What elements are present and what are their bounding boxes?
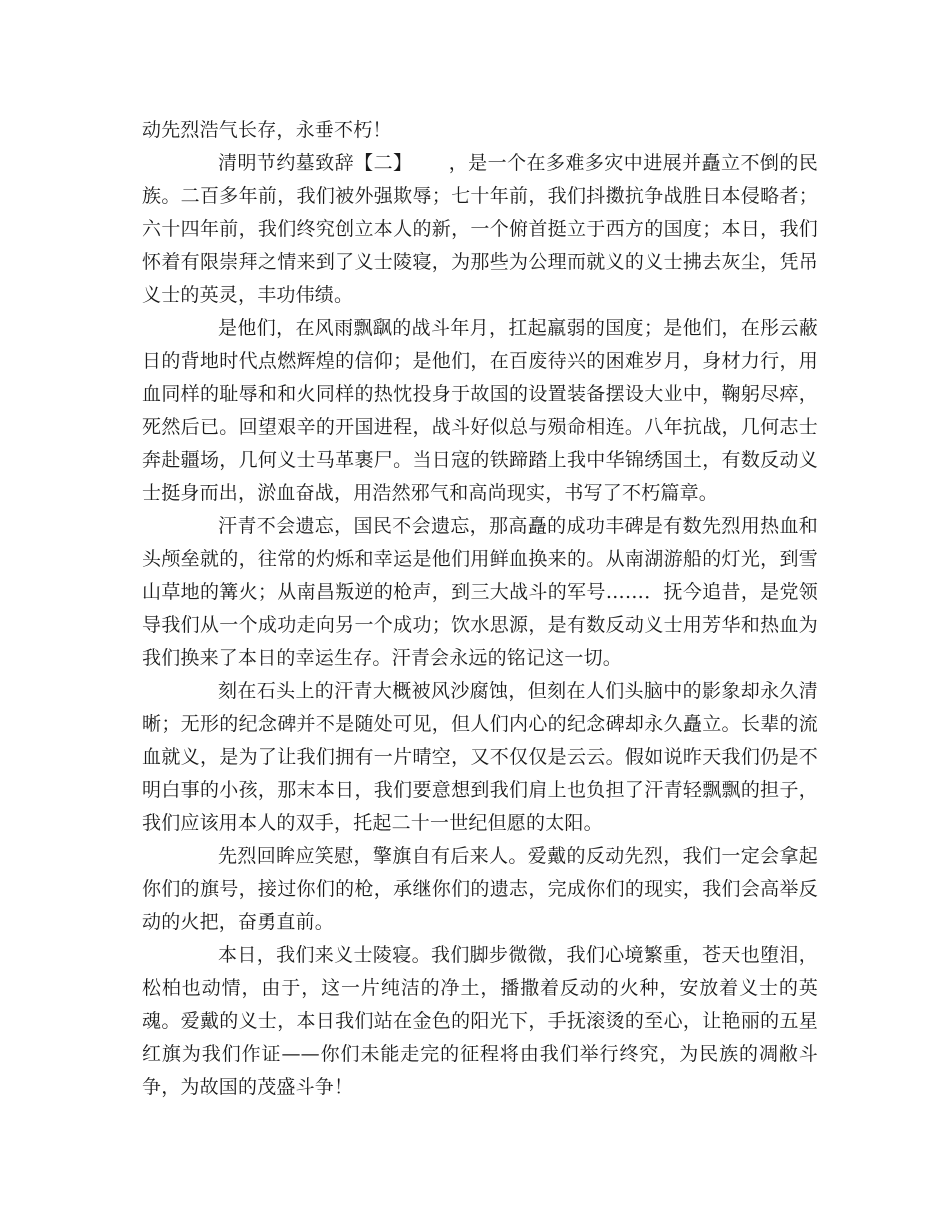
paragraph-2: 是他们，在风雨飘飖的战斗年月，扛起羸弱的国度；是他们，在彤云蔽日的背地时代点燃辉煌的信仰；是他们，在百废待兴的困难岁月，身材力行，用血同样的耻辱和和火同样的热忱投身于故国的设置装备摆设大业中，鞠躬尽瘁，死然后已。回望艰辛的开国进程，战斗好似总与殒命相连。八年抗战，几何志士奔赴疆场，几何义士马革裹尸。当日寇的铁蹄踏上我中华锦绣国土，有数反动义士挺身而出，淤血奋战，用浩然邪气和高尚现实，书写了不朽篇章。 <box>142 317 818 504</box>
paragraph-1-text: ，是一个在多难多灾中进展并矗立不倒的民族。二百多年前，我们被外强欺辱；七十年前，我们抖擞抗争战胜日本侵略者；六十四年前，我们终究创立本人的新，一个俯首挺立于西方的国度；本日，我们怀着有限崇拜之情来到了义士陵寝，为那些为公理而就义的义士拂去灰尘，凭吊义士的英灵，丰功伟绩。 <box>142 152 818 306</box>
paragraph-6: 本日，我们来义士陵寝。我们脚步微微，我们心境繁重，苍天也堕泪，松柏也动情，由于，这一片纯洁的净土，播撒着反动的火种，安放着义士的英魂。爱戴的义士，本日我们站在金色的阳光下，手抚滚烫的至心，让艳丽的五星红旗为我们作证——你们未能走完的征程将由我们举行终究，为民族的凋敝斗争，为故国的茂盛斗争！ <box>142 944 818 1098</box>
paragraph-3: 汗青不会遗忘，国民不会遗忘，那高矗的成功丰碑是有数先烈用热血和头颅垒就的，往常的灼烁和幸运是他们用鲜血换来的。从南湖游船的灯光，到雪山草地的篝火；从南昌叛逆的枪声，到三大战斗的军号……．抚今追昔，是党领导我们从一个成功走向另一个成功；饮水思源，是有数反动义士用芳华和热血为我们换来了本日的幸运生存。汗青会永远的铭记这一切。 <box>142 515 818 669</box>
paragraph-5: 先烈回眸应笑慰，擎旗自有后来人。爱戴的反动先烈，我们一定会拿起你们的旗号，接过你们的枪，承继你们的遗志，完成你们的现实，我们会高举反动的火把，奋勇直前。 <box>142 845 818 933</box>
paragraph-4: 刻在石头上的汗青大概被风沙腐蚀，但刻在人们头脑中的影象却永久清晰；无形的纪念碑并不是随处可见，但人们内心的纪念碑却永久矗立。长辈的流血就义，是为了让我们拥有一片晴空，又不仅仅是云云。假如说昨天我们仍是不明白事的小孩，那末本日，我们要意想到我们肩上也负担了汗青轻飘飘的担子，我们应该用本人的双手，托起二十一世纪但愿的太阳。 <box>142 680 818 834</box>
document-body <box>142 114 818 1104</box>
paragraph-1 <box>142 147 818 312</box>
opening-line: 动先烈浩气长存，永垂不朽！ <box>142 119 392 141</box>
section-heading: 清明节约墓致辞【二】 <box>218 152 413 174</box>
